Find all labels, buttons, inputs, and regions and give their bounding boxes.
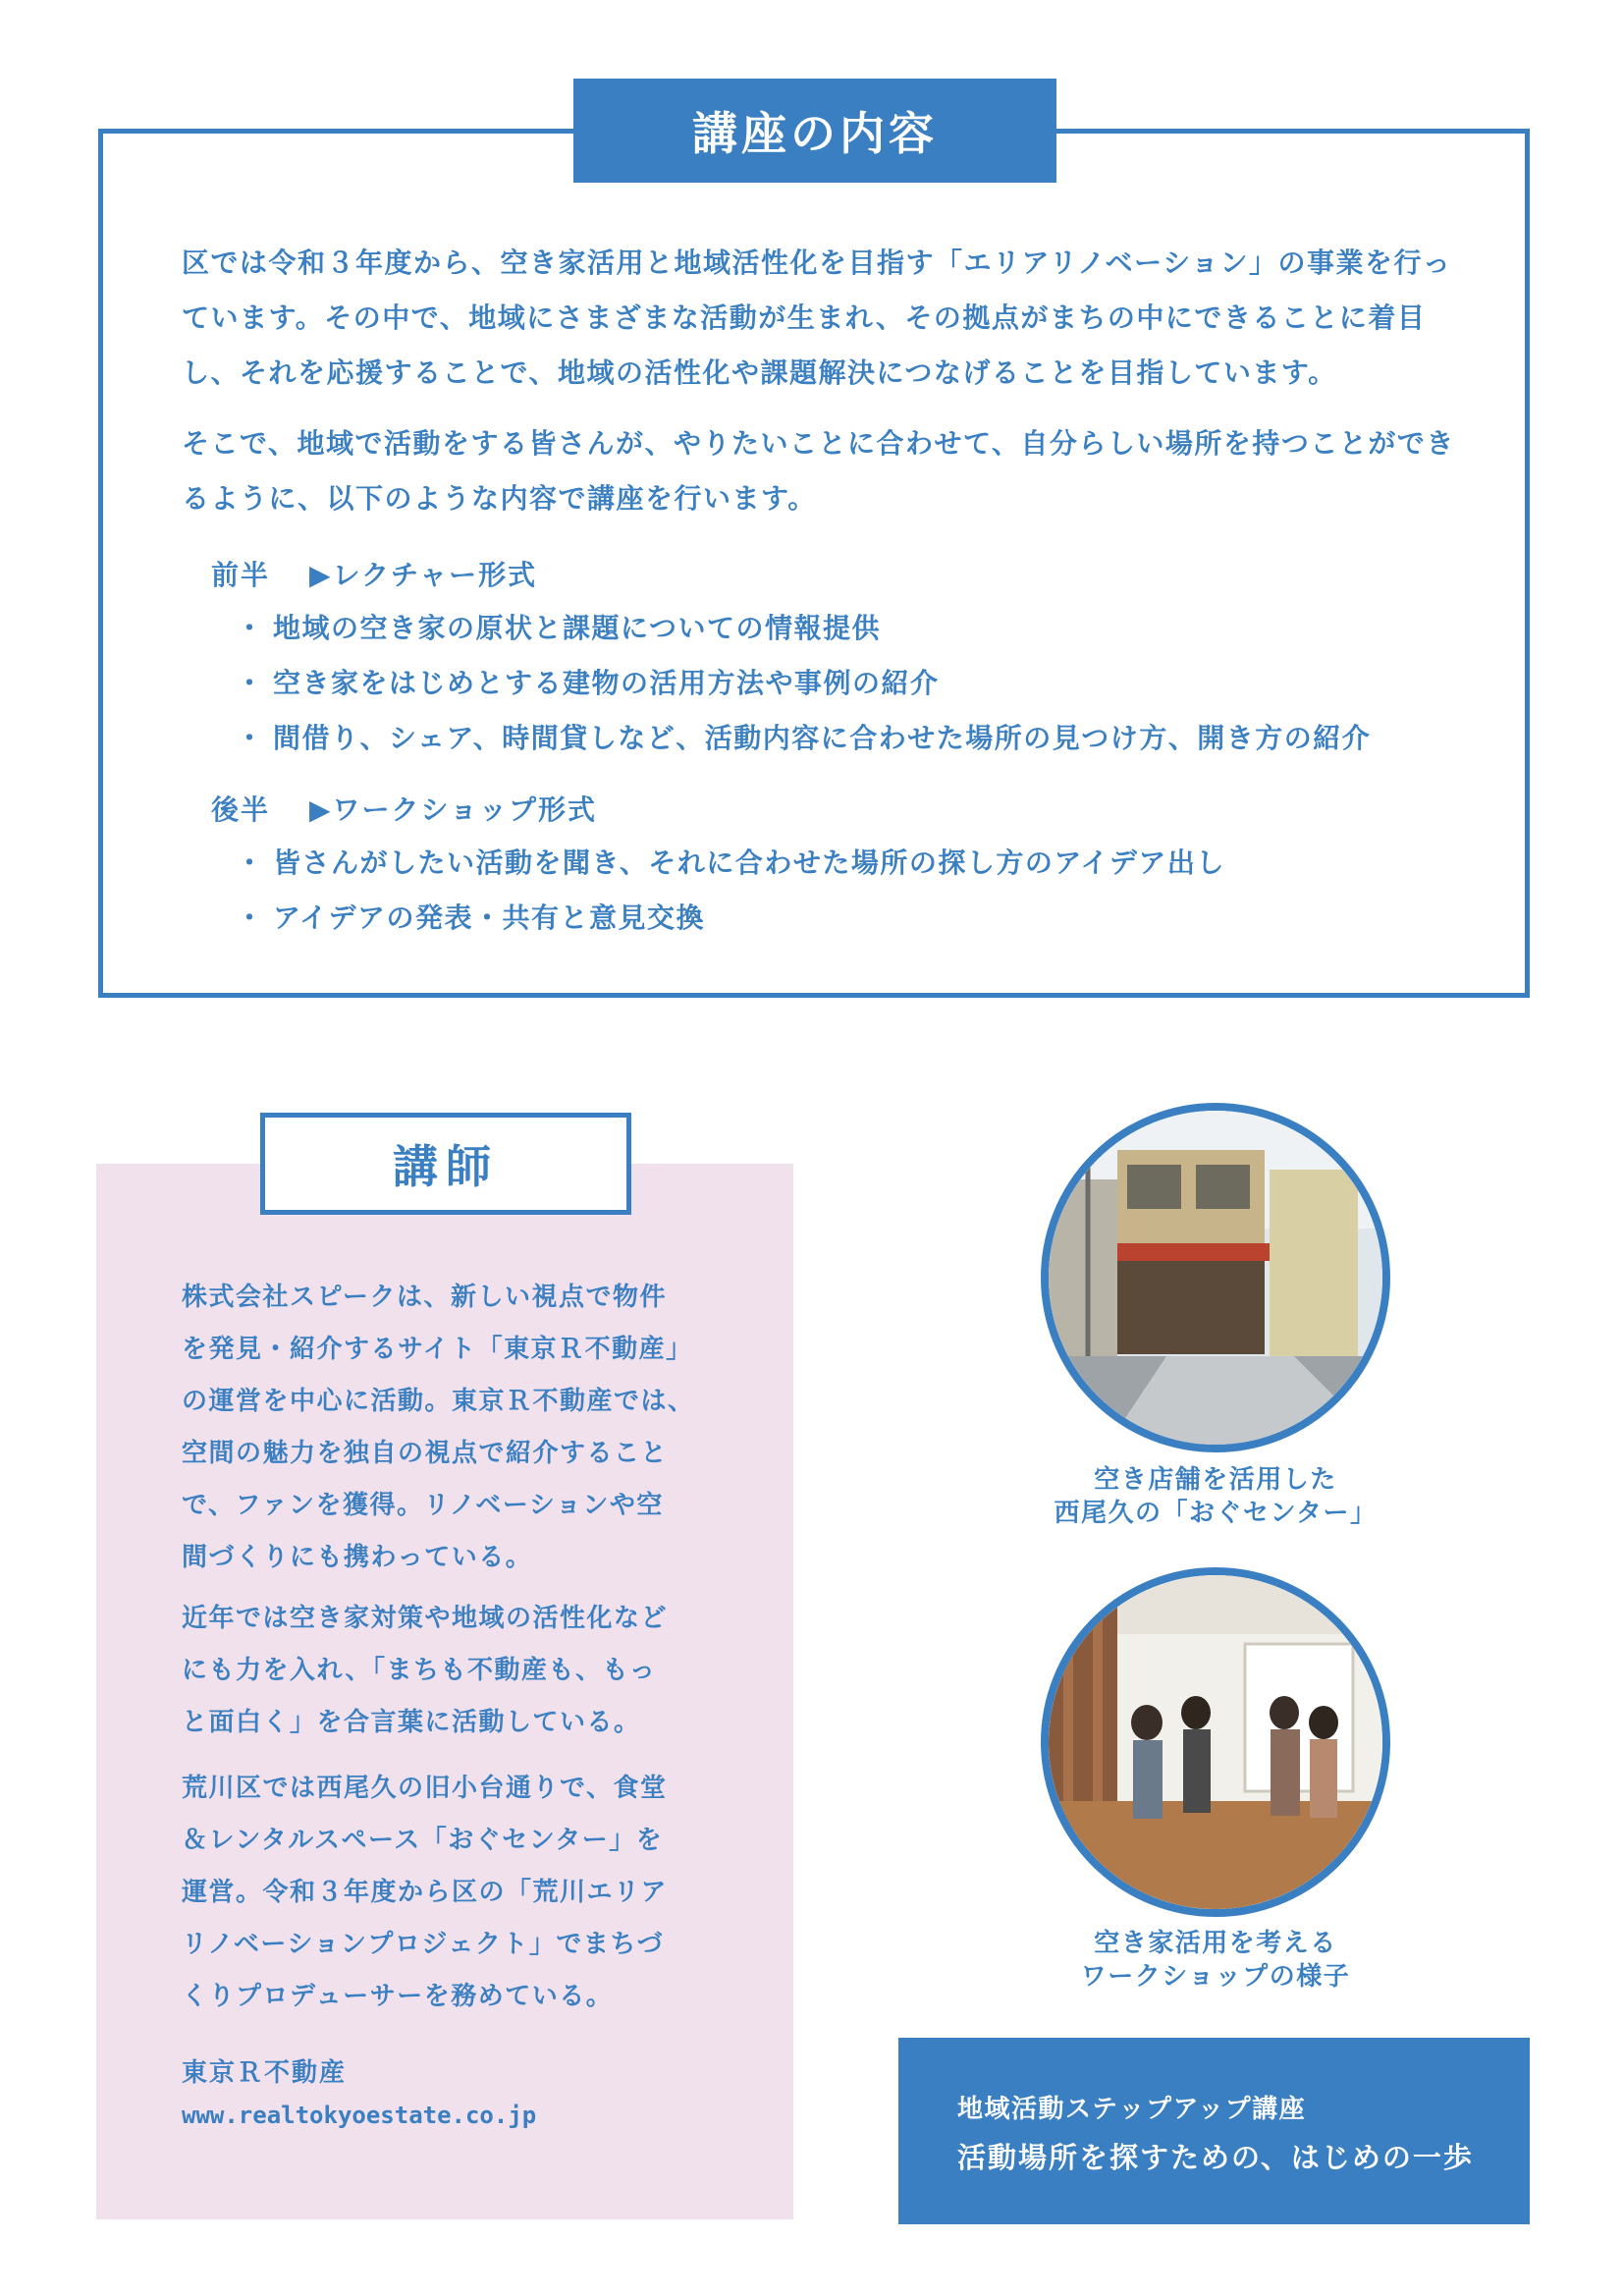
- second-half-list: [236, 836, 1225, 946]
- second-half-label: 後半: [211, 793, 271, 826]
- company-url-link[interactable]: www.realtokyoestate.co.jp: [182, 2102, 537, 2129]
- text-line: の運営を中心に活動。東京Ｒ不動産では、: [182, 1387, 695, 1416]
- course-content-title: 講座の内容: [573, 79, 1056, 183]
- text-line: 運営。令和３年度から区の「荒川エリア: [182, 1878, 669, 1907]
- text-line: ＆レンタルスペース「おぐセンター」を: [182, 1826, 664, 1855]
- list-item: [236, 711, 1371, 766]
- caption-line: ワークショップの様子: [1080, 1962, 1351, 1992]
- caption-line: 西尾久の「おぐセンター」: [1054, 1499, 1378, 1528]
- bullet-icon: ・: [236, 902, 265, 934]
- text-line: 近年では空き家対策や地域の活性化など: [182, 1604, 669, 1633]
- first-half-format: ▶レクチャー形式: [309, 559, 538, 591]
- bullet-icon: ・: [236, 847, 265, 879]
- list-item-text: 地域の空き家の原状と課題についての情報提供: [273, 612, 881, 644]
- bullet-icon: ・: [236, 722, 265, 754]
- text-line: を発見・紹介するサイト「東京Ｒ不動産」: [182, 1335, 693, 1364]
- course-intro-paragraph: 区では令和３年度から、空き家活用と地域活性化を目指す「エリアリノベーション」の事業を行っています。その中で、地域にさまざまな活動が生まれ、その拠点がまちの中にできることに着目し、それを応援することで、地域の活性化や課題解決につなげることを目指しています。: [182, 246, 1452, 389]
- first-half-heading: [211, 554, 537, 593]
- first-half-list: [236, 601, 1371, 766]
- caption-line: 空き店舗を活用した: [1094, 1465, 1337, 1495]
- list-item: [236, 601, 1371, 656]
- bullet-icon: ・: [236, 667, 265, 699]
- bullet-icon: ・: [236, 612, 265, 644]
- instructor-paragraph-1: [182, 1272, 712, 1584]
- text-line: と面白く」を合言葉に活動している。: [182, 1708, 641, 1737]
- instructor-title: 講師: [260, 1113, 631, 1215]
- list-item: [236, 656, 1371, 711]
- list-item: [236, 891, 1225, 946]
- instructor-paragraph-2: [182, 1593, 712, 1749]
- list-item-text: 皆さんがしたい活動を聞き、それに合わせた場所の探し方のアイデア出し: [273, 847, 1225, 879]
- footer-subtitle: 地域活動ステップアップ講座: [957, 2095, 1307, 2124]
- text-line: にも力を入れ、「まちも不動産も、もっ: [182, 1656, 657, 1685]
- list-item-text: 間借り、シェア、時間貸しなど、活動内容に合わせた場所の見つけ方、開き方の紹介: [273, 722, 1372, 754]
- first-half-label: 前半: [211, 559, 271, 591]
- course-title-footer: [898, 2038, 1530, 2224]
- text-line: 空間の魅力を独自の視点で紹介すること: [182, 1439, 669, 1468]
- text-line: 株式会社スピークは、新しい視点で物件: [182, 1283, 667, 1312]
- second-half-format: ▶ワークショップ形式: [309, 793, 597, 826]
- list-item-text: アイデアの発表・共有と意見交換: [273, 902, 705, 934]
- footer-title: 活動場所を探すための、はじめの一歩: [957, 2141, 1474, 2174]
- company-name: 東京Ｒ不動産: [182, 2058, 348, 2088]
- workshop-illustration: [1049, 1575, 1382, 1909]
- text-line: リノベーションプロジェクト」でまちづ: [182, 1930, 665, 1959]
- storefront-illustration: [1049, 1111, 1382, 1445]
- list-item: [236, 836, 1225, 891]
- photo-caption-1: [1011, 1463, 1420, 1530]
- text-line: 間づくりにも携わっている。: [182, 1543, 533, 1572]
- text-line: くりプロデューサーを務めている。: [182, 1982, 614, 2011]
- second-half-heading: [211, 789, 597, 828]
- caption-line: 空き家活用を考える: [1094, 1929, 1337, 1958]
- list-item-text: 空き家をはじめとする建物の活用方法や事例の紹介: [273, 667, 940, 699]
- photo-caption-2: [1011, 1927, 1420, 1994]
- course-purpose-paragraph: そこで、地域で活動をする皆さんが、やりたいことに合わせて、自分らしい場所を持つことができるように、以下のような内容で講座を行います。: [182, 427, 1455, 515]
- text-line: で、ファンを獲得。リノベーションや空: [182, 1491, 664, 1520]
- ogu-center-photo: [1041, 1103, 1390, 1452]
- instructor-paragraph-3: [182, 1763, 712, 2023]
- text-line: 荒川区では西尾久の旧小台通りで、食堂: [182, 1774, 668, 1803]
- workshop-photo: [1041, 1567, 1390, 1917]
